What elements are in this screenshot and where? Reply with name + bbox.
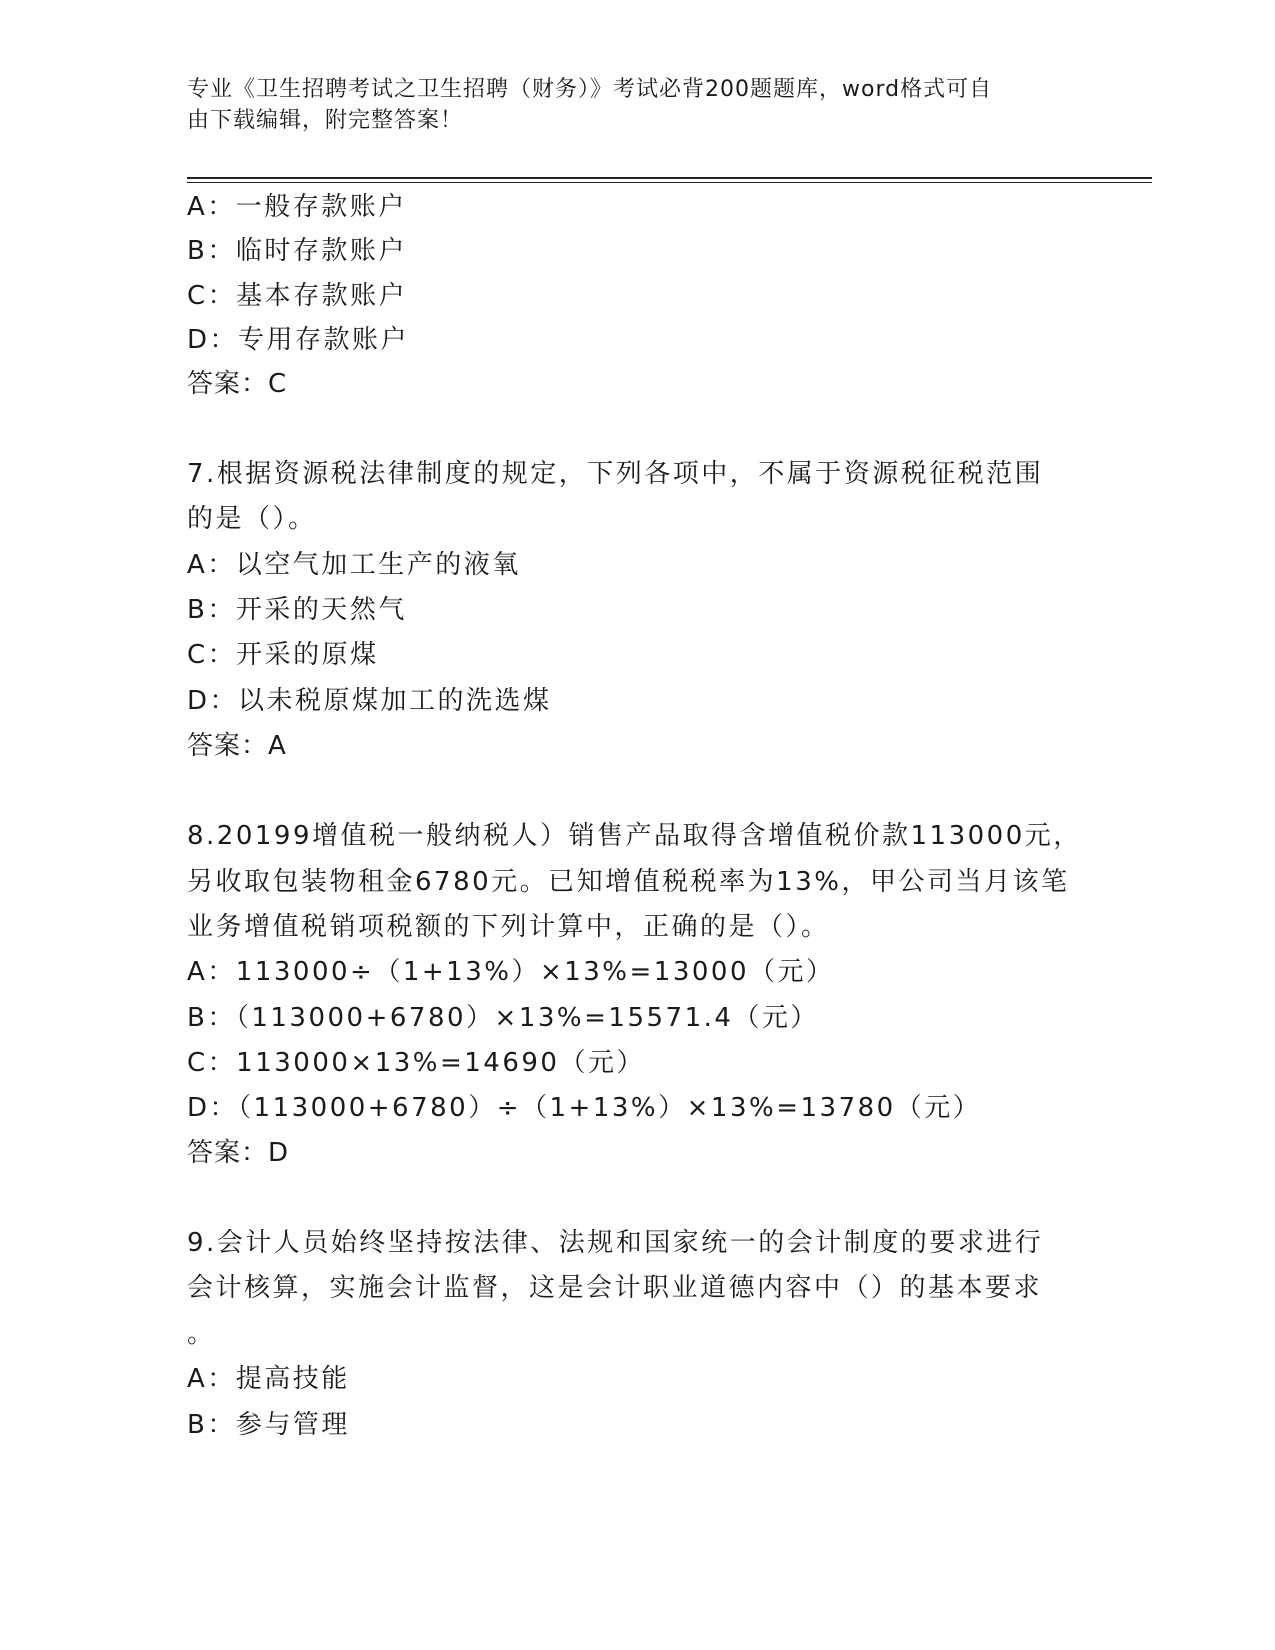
q9-stem-line-2: 会计核算，实施会计监督，这是会计职业道德内容中（）的基本要求 [187, 1273, 1043, 1303]
q8-option-a: A：113000÷（1+13%）×13%=13000（元） [187, 957, 835, 987]
q7-option-c: C：开采的原煤 [187, 640, 379, 670]
q8-stem-line-3: 业务增值税销项税额的下列计算中，正确的是（）。 [187, 912, 830, 942]
q7-answer: 答案：A [187, 731, 287, 761]
q9-stem-line-1: 9.会计人员始终坚持按法律、法规和国家统一的会计制度的要求进行 [187, 1228, 1044, 1258]
q9-option-b: B：参与管理 [187, 1410, 350, 1440]
header-divider-thin [187, 182, 1152, 183]
q6-answer: 答案：C [187, 369, 288, 399]
q7-option-a: A：以空气加工生产的液氧 [187, 550, 521, 580]
header-divider-thick [187, 177, 1152, 179]
header-line-1: 专业《卫生招聘考试之卫生招聘（财务）》考试必背200题题库，word格式可自 [187, 77, 993, 102]
q6-option-b: B：临时存款账户 [187, 236, 407, 266]
q9-stem-line-3: 。 [187, 1319, 216, 1349]
q7-option-b: B：开采的天然气 [187, 595, 407, 625]
q8-answer: 答案：D [187, 1138, 290, 1168]
q8-stem-line-2: 另收取包装物租金6780元。已知增值税税率为13%，甲公司当月该笔 [187, 867, 1070, 897]
q8-option-b: B：（113000+6780）×13%=15571.4（元） [187, 1003, 819, 1033]
q8-stem-line-1: 8.20199增值税一般纳税人）销售产品取得含增值税价款113000元， [187, 821, 1082, 851]
page-header [187, 74, 1067, 136]
q6-option-c: C：基本存款账户 [187, 281, 408, 311]
q6-option-d: D：专用存款账户 [187, 325, 410, 355]
q9-option-a: A：提高技能 [187, 1364, 350, 1394]
q7-stem-line-2: 的是（）。 [187, 504, 317, 534]
q8-option-c: C：113000×13%=14690（元） [187, 1048, 645, 1078]
q8-option-d: D：（113000+6780）÷（1+13%）×13%=13780（元） [187, 1093, 982, 1123]
q7-option-d: D：以未税原煤加工的洗选煤 [187, 686, 552, 716]
q6-option-a: A：一般存款账户 [187, 192, 407, 222]
header-line-2: 由下载编辑，附完整答案！ [187, 108, 464, 133]
q7-stem-line-1: 7.根据资源税法律制度的规定，下列各项中，不属于资源税征税范围 [187, 459, 1044, 489]
